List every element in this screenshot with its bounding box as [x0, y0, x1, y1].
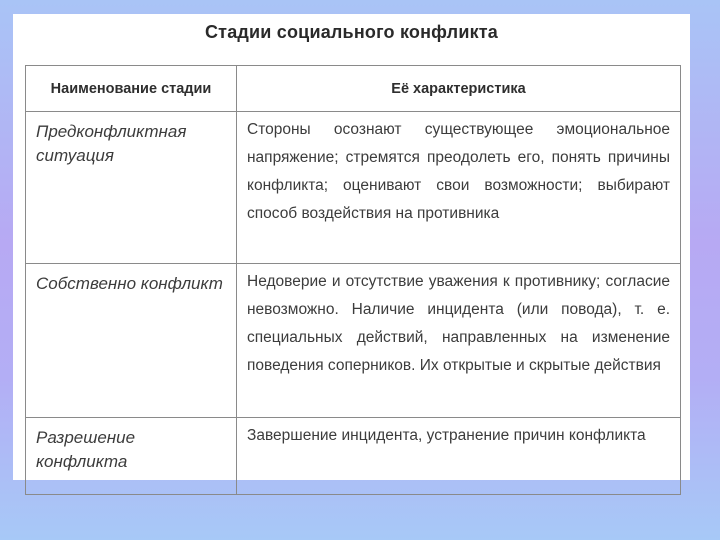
stage-description-cell: Завершение инцидента, устранение причин конфликта — [237, 418, 681, 495]
stage-name-cell: Собственно конфликт — [26, 264, 237, 418]
stage-description-cell: Недоверие и отсутствие уважения к противнику; согласие невозможно. Наличие инцидента (или повода), т. е. специальных действий, направленных на изменение поведения соперников. Их открытые и скрытые действия — [237, 264, 681, 418]
header-stage-name: Наименование стадии — [26, 66, 237, 112]
table-row — [26, 112, 681, 264]
stages-table — [25, 65, 681, 495]
stage-name-cell: Предконфликтная ситуация — [26, 112, 237, 264]
table-row — [26, 264, 681, 418]
document-title: Стадии социального конфликта — [204, 22, 499, 42]
document-panel — [13, 14, 690, 480]
stage-name-cell: Разрешение конфликта — [26, 418, 237, 495]
table-header-row — [26, 66, 681, 112]
stage-description-cell: Стороны осознают существующее эмоциональное напряжение; стремятся преодолеть его, понять причины конфликта; оценивают свои возможности; выбирают способ воздействия на противника — [237, 112, 681, 264]
table-row — [26, 418, 681, 495]
header-characteristic: Её характеристика — [237, 66, 681, 112]
